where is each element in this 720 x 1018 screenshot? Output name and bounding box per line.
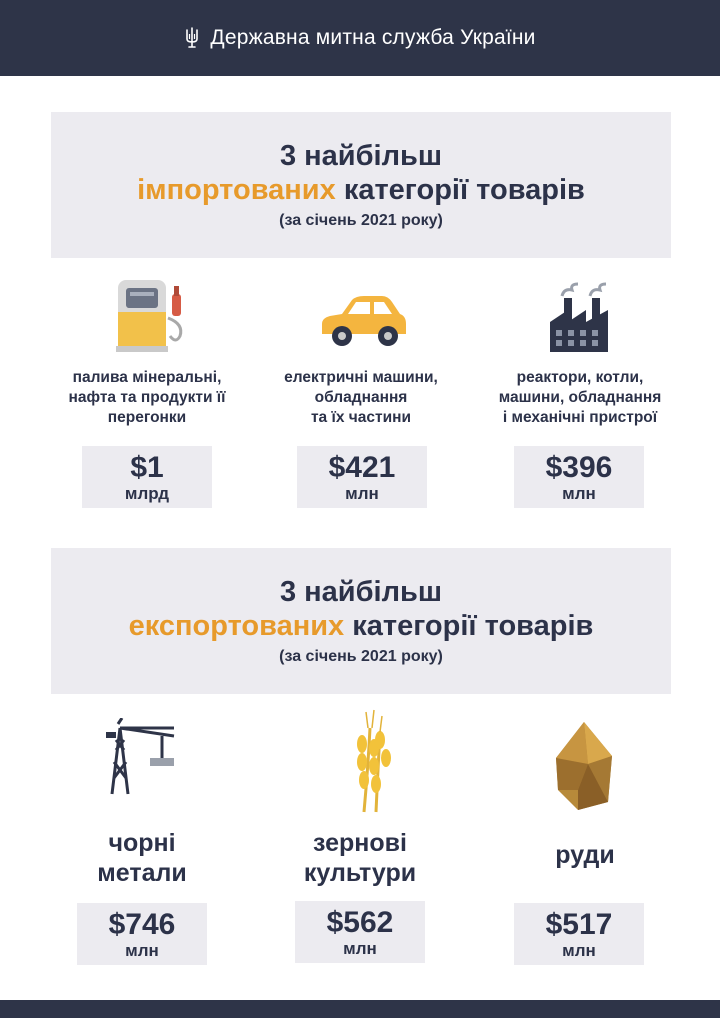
export-value-ores <box>514 903 644 965</box>
value-unit: млн <box>345 484 379 503</box>
exports-title-accent: експортованих <box>128 610 345 642</box>
value-number: $562 <box>326 906 394 939</box>
import-value-fuel <box>82 446 212 508</box>
exports-title-line1: 3 найбільш <box>279 576 443 608</box>
trident-icon <box>184 27 200 49</box>
crane-icon <box>104 718 178 796</box>
org-name: Державна митна служба України <box>210 26 536 49</box>
exports-title-line2 <box>51 609 671 643</box>
export-value-metals <box>77 903 207 965</box>
imports-title-rest: категорії товарів <box>343 174 585 206</box>
imports-period: (за січень 2021 року) <box>279 212 443 229</box>
factory-icon <box>548 280 610 354</box>
value-unit: млн <box>562 484 596 503</box>
imports-title-accent: імпортованих <box>137 174 336 206</box>
value-number: $746 <box>108 908 176 941</box>
exports-title-rest: категорії товарів <box>352 610 594 642</box>
value-number: $396 <box>545 451 613 484</box>
export-category-metals: чорні метали <box>97 829 187 887</box>
export-category-ores: руди <box>555 841 615 869</box>
value-unit: млн <box>562 941 596 960</box>
value-number: $517 <box>545 908 613 941</box>
fuel-pump-icon <box>116 278 188 354</box>
exports-title-panel <box>51 548 671 694</box>
value-unit: млрд <box>124 484 170 503</box>
imports-title-panel <box>51 112 671 258</box>
wheat-icon <box>350 708 394 814</box>
export-value-grain <box>295 901 425 963</box>
exports-period: (за січень 2021 року) <box>279 648 443 665</box>
footer-bar <box>0 1000 720 1018</box>
export-category-grain: зернові культури <box>303 829 417 887</box>
imports-title-line2 <box>51 173 671 207</box>
import-category-fuel: палива мінеральні, нафта та продукти її перегонки <box>68 369 226 426</box>
ore-icon <box>554 720 616 812</box>
import-category-electric: електричні машини, обладнання та їх частини <box>284 369 438 426</box>
value-number: $421 <box>328 451 396 484</box>
header-bar <box>0 0 720 76</box>
import-category-reactors: реактори, котли, машини, обладнання і механічні пристрої <box>498 369 662 426</box>
value-number: $1 <box>130 451 164 484</box>
import-value-electric <box>297 446 427 508</box>
car-icon <box>318 294 408 350</box>
value-unit: млн <box>125 941 159 960</box>
import-value-reactors <box>514 446 644 508</box>
imports-title-line1: 3 найбільш <box>279 140 443 172</box>
value-unit: млн <box>343 939 377 958</box>
